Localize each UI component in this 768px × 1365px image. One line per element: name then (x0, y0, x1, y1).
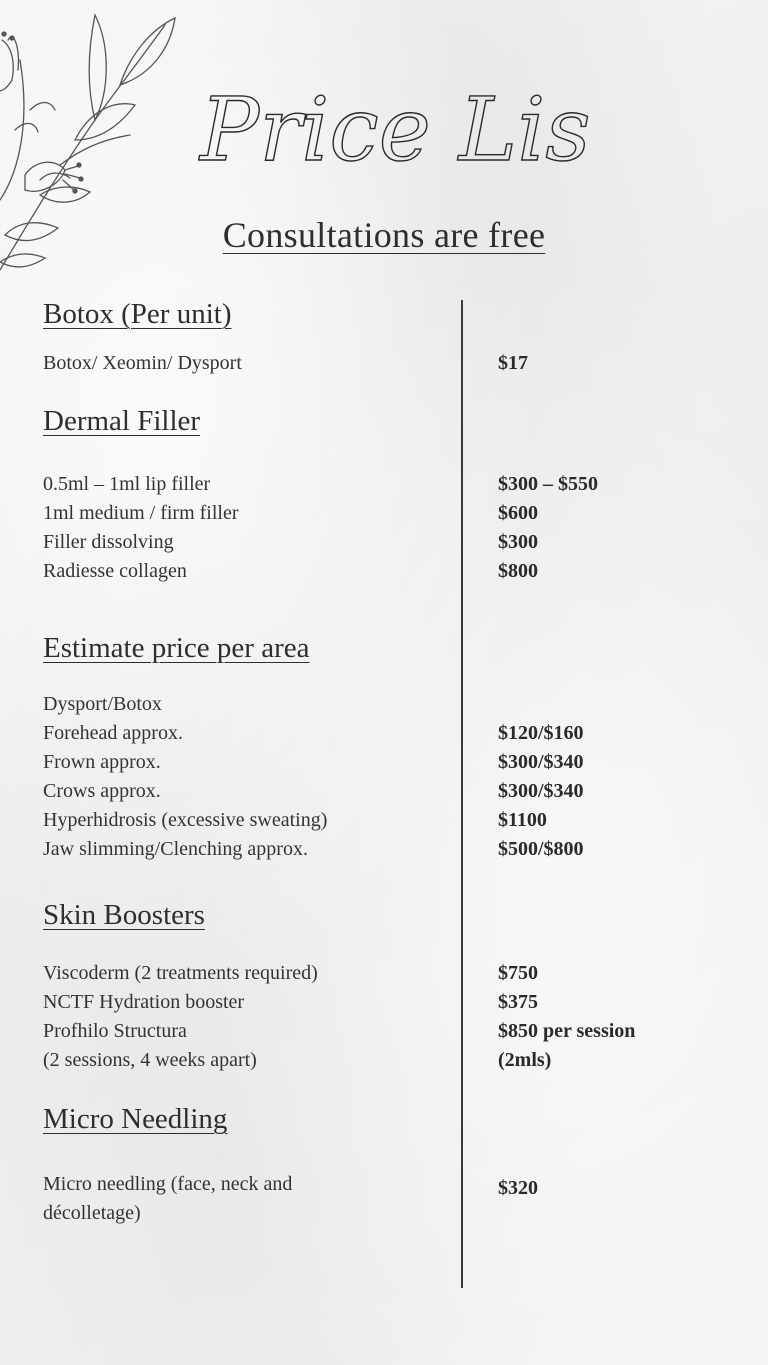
section-title-area: Estimate price per area (43, 632, 310, 664)
item-name: Hyperhidrosis (excessive sweating) (43, 809, 328, 831)
item-name: NCTF Hydration booster (43, 991, 245, 1013)
item-price: (2mls) (498, 1049, 552, 1071)
item-name: Jaw slimming/Clenching approx. (43, 838, 308, 860)
item-name: 1ml medium / firm filler (43, 502, 239, 524)
title-text: Price List (200, 78, 590, 181)
item-price: $300/$340 (498, 780, 584, 802)
page-title (190, 40, 590, 210)
section-title-filler: Dermal Filler (43, 405, 201, 437)
item-price: $600 (498, 502, 538, 524)
item-name: Forehead approx. (43, 722, 183, 744)
item-price: $300 – $550 (498, 473, 598, 495)
item-name: Crows approx. (43, 780, 161, 802)
section-title-boosters: Skin Boosters (43, 899, 205, 931)
item-price: $375 (498, 991, 538, 1013)
item-price: $800 (498, 560, 538, 582)
item-name: Profhilo Structura (43, 1020, 187, 1042)
item-name: 0.5ml – 1ml lip filler (43, 473, 211, 495)
item-price: $300/$340 (498, 751, 584, 773)
group-label: Dysport/Botox (43, 693, 162, 715)
item-price: $500/$800 (498, 838, 584, 860)
item-price: $1100 (498, 809, 547, 831)
item-price: $320 (498, 1177, 538, 1199)
item-price: $750 (498, 962, 538, 984)
item-price: $120/$160 (498, 722, 584, 744)
title-script-art (190, 40, 590, 210)
section-title-needling: Micro Needling (43, 1103, 228, 1135)
item-price: $300 (498, 531, 538, 553)
item-name: Frown approx. (43, 751, 161, 773)
column-divider (461, 300, 463, 1288)
item-name: Filler dissolving (43, 531, 174, 553)
item-name: Viscoderm (2 treatments required) (43, 962, 318, 984)
consultation-note: Consultations are free (222, 215, 546, 255)
item-name: Botox/ Xeomin/ Dysport (43, 352, 242, 374)
item-name: Micro needling (face, neck and (43, 1173, 293, 1195)
section-title-botox: Botox (Per unit) (43, 298, 232, 330)
item-price: $850 per session (498, 1020, 636, 1042)
item-name: (2 sessions, 4 weeks apart) (43, 1049, 257, 1071)
item-name-continued: décolletage) (43, 1202, 141, 1224)
item-name: Radiesse collagen (43, 560, 187, 582)
item-price: $17 (498, 352, 528, 374)
